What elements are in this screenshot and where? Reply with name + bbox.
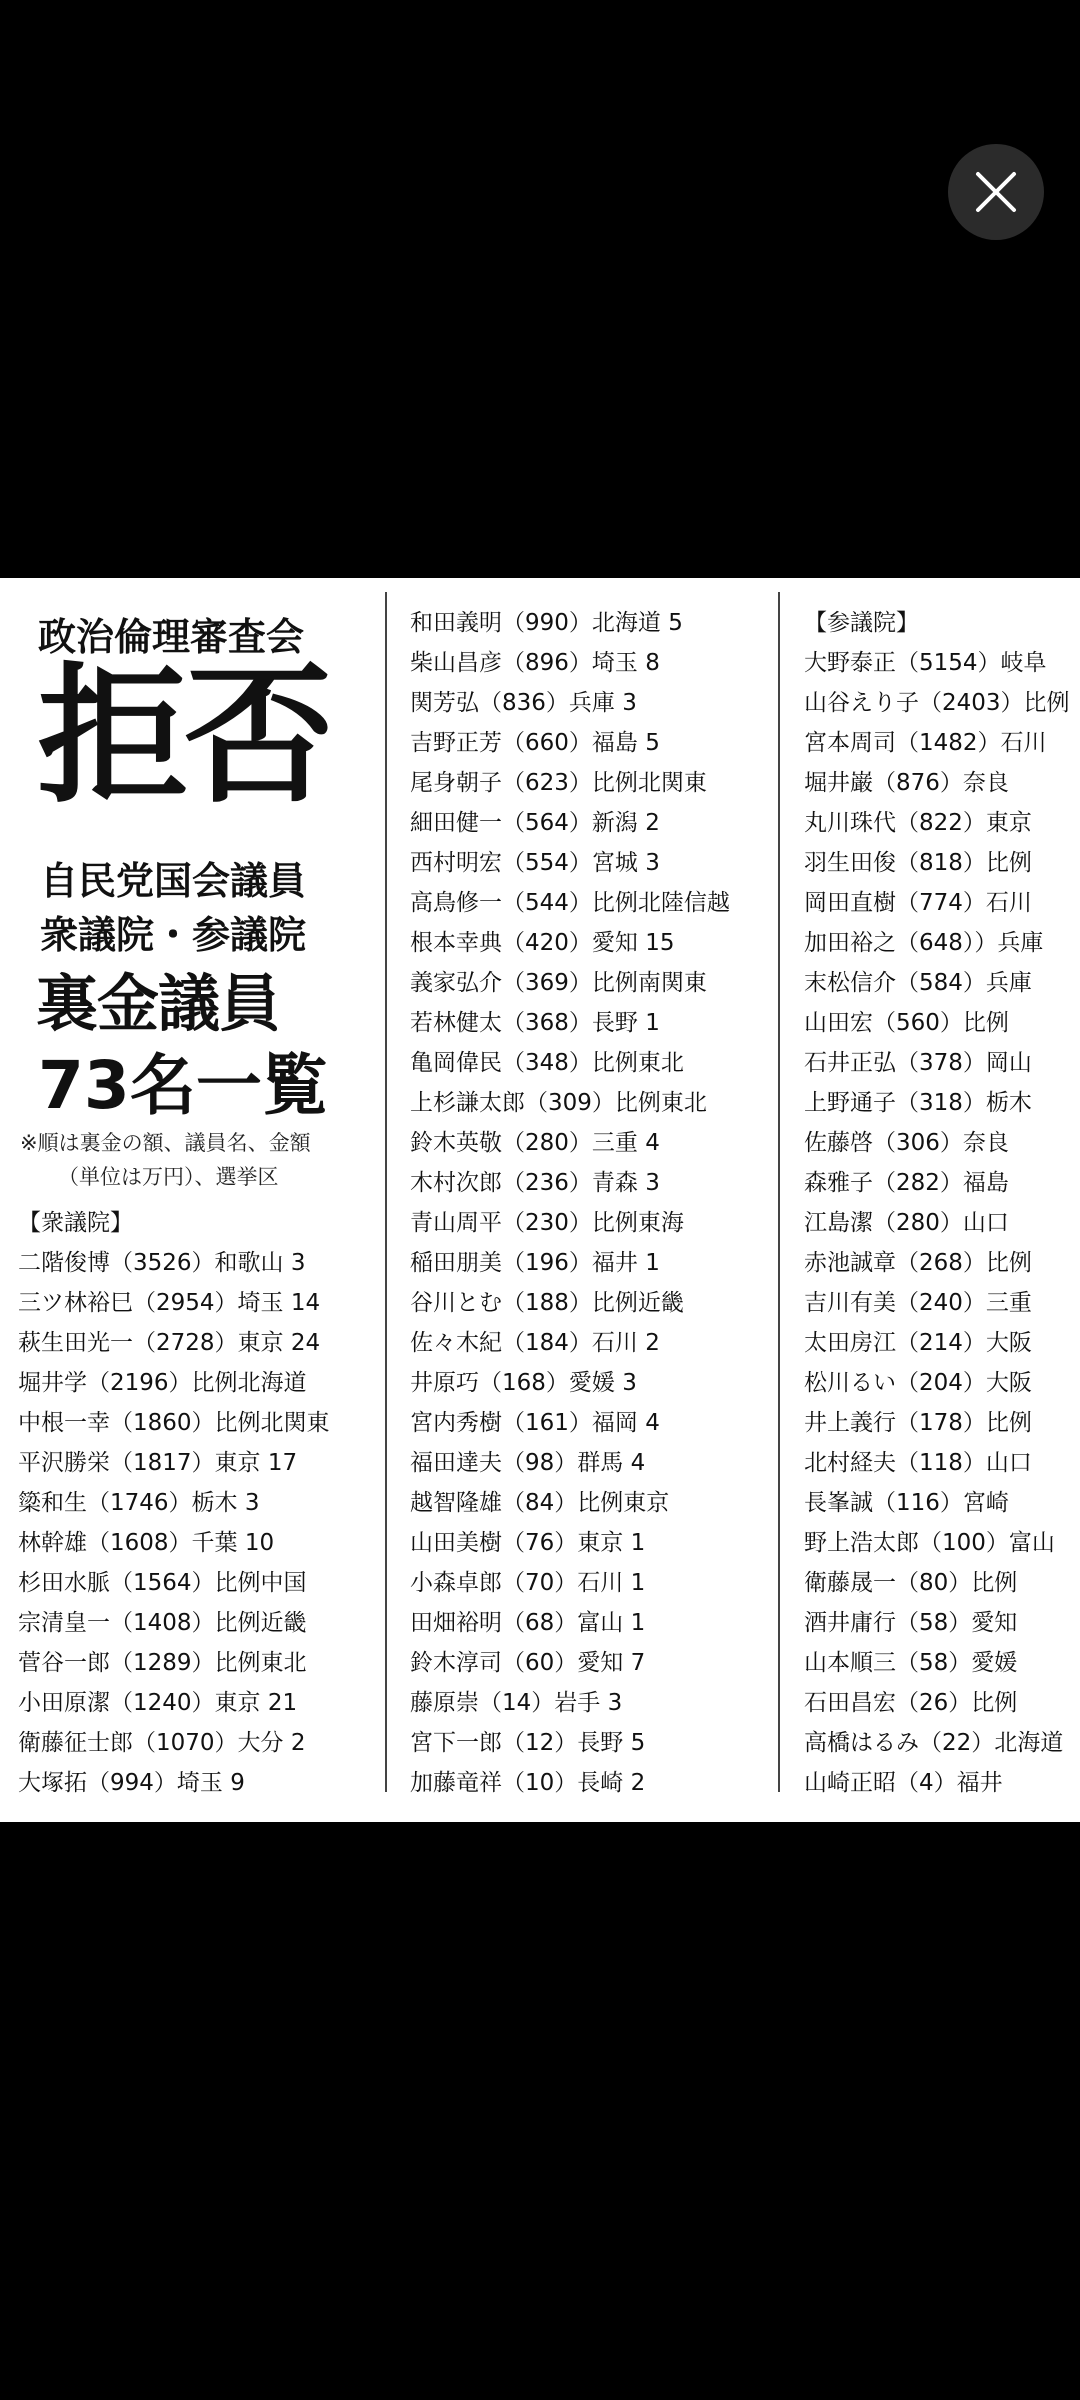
list-item: 谷川とむ（188）比例近畿: [410, 1290, 684, 1316]
list-item: 酒井庸行（58）愛知: [804, 1610, 1018, 1636]
list-item: 松川るい（204）大阪: [804, 1370, 1032, 1396]
list-item: 石井正弘（378）岡山: [804, 1050, 1032, 1076]
list-item: 加田裕之（648））兵庫: [804, 930, 1044, 956]
list-item: 堀井学（2196）比例北海道: [18, 1370, 307, 1396]
list-item: 衛藤征士郎（1070）大分 2: [18, 1730, 306, 1756]
list-item: 佐々木紀（184）石川 2: [410, 1330, 660, 1356]
image-panel: [0, 578, 1080, 1822]
list-item: 堀井巌（876）奈良: [804, 770, 1009, 796]
list-item: 根本幸典（420）愛知 15: [410, 930, 675, 956]
list-item: 三ツ林裕巳（2954）埼玉 14: [18, 1290, 321, 1316]
list-item: 菅谷一郎（1289）比例東北: [18, 1650, 307, 1676]
list-item: 大野泰正（5154）岐阜: [804, 650, 1047, 676]
close-button[interactable]: [948, 144, 1044, 240]
list-item: 小田原潔（1240）東京 21: [18, 1690, 298, 1716]
list-item: 福田達夫（98）群馬 4: [410, 1450, 646, 1476]
list-item: 太田房江（214）大阪: [804, 1330, 1032, 1356]
list-item: 高鳥修一（544）比例北陸信越: [410, 890, 730, 916]
list-item: 野上浩太郎（100）富山: [804, 1530, 1055, 1556]
list-item: 衛藤晟一（80）比例: [804, 1570, 1018, 1596]
section-header: 【衆議院】: [18, 1210, 133, 1236]
list-item: 平沢勝栄（1817）東京 17: [18, 1450, 298, 1476]
column-divider-2: [778, 592, 780, 1792]
list-item: 田畑裕明（68）富山 1: [410, 1610, 646, 1636]
column-divider-1: [385, 592, 387, 1792]
list-item: 山崎正昭（4）福井: [804, 1770, 1003, 1796]
list-item: 西村明宏（554）宮城 3: [410, 850, 660, 876]
list-item: 羽生田俊（818）比例: [804, 850, 1032, 876]
headline-party: 自民党国会議員: [40, 859, 307, 903]
list-item: 吉野正芳（660）福島 5: [410, 730, 660, 756]
list-item: 赤池誠章（268）比例: [804, 1250, 1032, 1276]
headline-title: 政治倫理審査会: [38, 615, 305, 659]
list-item: 上杉謙太郎（309）比例東北: [410, 1090, 707, 1116]
list-item: 林幹雄（1608）千葉 10: [18, 1530, 275, 1556]
note-line-2: （単位は万円）、選挙区: [58, 1165, 279, 1189]
list-item: 森雅子（282）福島: [804, 1170, 1009, 1196]
list-item: 宮下一郎（12）長野 5: [410, 1730, 646, 1756]
list-item: 井原巧（168）愛媛 3: [410, 1370, 637, 1396]
list-item: 長峯誠（116）宮崎: [804, 1490, 1009, 1516]
list-item: 越智隆雄（84）比例東京: [410, 1490, 670, 1516]
list-item: 稲田朋美（196）福井 1: [410, 1250, 660, 1276]
list-item: 山谷えり子（2403）比例: [804, 690, 1070, 716]
list-item: 関芳弘（836）兵庫 3: [410, 690, 637, 716]
list-item: 萩生田光一（2728）東京 24: [18, 1330, 321, 1356]
list-item: 義家弘介（369）比例南関東: [410, 970, 707, 996]
headline-members: 裏金議員: [36, 967, 281, 1040]
list-item: 鈴木英敬（280）三重 4: [410, 1130, 660, 1156]
list-item: 山田宏（560）比例: [804, 1010, 1009, 1036]
list-item: 宮内秀樹（161）福岡 4: [410, 1410, 660, 1436]
list-item: 北村経夫（118）山口: [804, 1450, 1032, 1476]
list-item: 若林健太（368）長野 1: [410, 1010, 660, 1036]
list-item: 岡田直樹（774）石川: [804, 890, 1032, 916]
list-item: 上野通子（318）栃木: [804, 1090, 1032, 1116]
list-item: 宗清皇一（1408）比例近畿: [18, 1610, 307, 1636]
note-line-1: ※順は裏金の額、議員名、金額: [20, 1131, 311, 1155]
list-item: 小森卓郎（70）石川 1: [410, 1570, 646, 1596]
list-item: 加藤竜祥（10）長崎 2: [410, 1770, 646, 1796]
list-item: 吉川有美（240）三重: [804, 1290, 1032, 1316]
list-item: 細田健一（564）新潟 2: [410, 810, 660, 836]
list-item: 尾身朝子（623）比例北関東: [410, 770, 707, 796]
list-item: 丸川珠代（822）東京: [804, 810, 1032, 836]
list-item: 末松信介（584）兵庫: [804, 970, 1032, 996]
list-item: 杉田水脈（1564）比例中国: [18, 1570, 307, 1596]
headline-houses: 衆議院・参議院: [40, 913, 307, 957]
headline-count: 73名一覧: [38, 1047, 328, 1124]
list-item: 柴山昌彦（896）埼玉 8: [410, 650, 660, 676]
note-text: [20, 1126, 360, 1194]
list-item: 鈴木淳司（60）愛知 7: [410, 1650, 646, 1676]
headline-refusal: 拒否: [38, 650, 331, 824]
list-item: 木村次郎（236）青森 3: [410, 1170, 660, 1196]
list-item: 二階俊博（3526）和歌山 3: [18, 1250, 306, 1276]
list-item: 中根一幸（1860）比例北関東: [18, 1410, 330, 1436]
close-icon: [974, 170, 1018, 214]
list-item: 宮本周司（1482）石川: [804, 730, 1047, 756]
list-item: 江島潔（280）山口: [804, 1210, 1009, 1236]
list-item: 山田美樹（76）東京 1: [410, 1530, 646, 1556]
list-item: 井上義行（178）比例: [804, 1410, 1032, 1436]
list-item: 青山周平（230）比例東海: [410, 1210, 684, 1236]
list-item: 大塚拓（994）埼玉 9: [18, 1770, 245, 1796]
list-item: 亀岡偉民（348）比例東北: [410, 1050, 684, 1076]
list-item: 藤原崇（14）岩手 3: [410, 1690, 623, 1716]
list-item: 高橋はるみ（22）北海道: [804, 1730, 1064, 1756]
list-item: 簗和生（1746）栃木 3: [18, 1490, 260, 1516]
list-item: 石田昌宏（26）比例: [804, 1690, 1018, 1716]
section-header: 【参議院】: [804, 610, 919, 636]
list-item: 佐藤啓（306）奈良: [804, 1130, 1009, 1156]
list-item: 和田義明（990）北海道 5: [410, 610, 683, 636]
list-item: 山本順三（58）愛媛: [804, 1650, 1018, 1676]
